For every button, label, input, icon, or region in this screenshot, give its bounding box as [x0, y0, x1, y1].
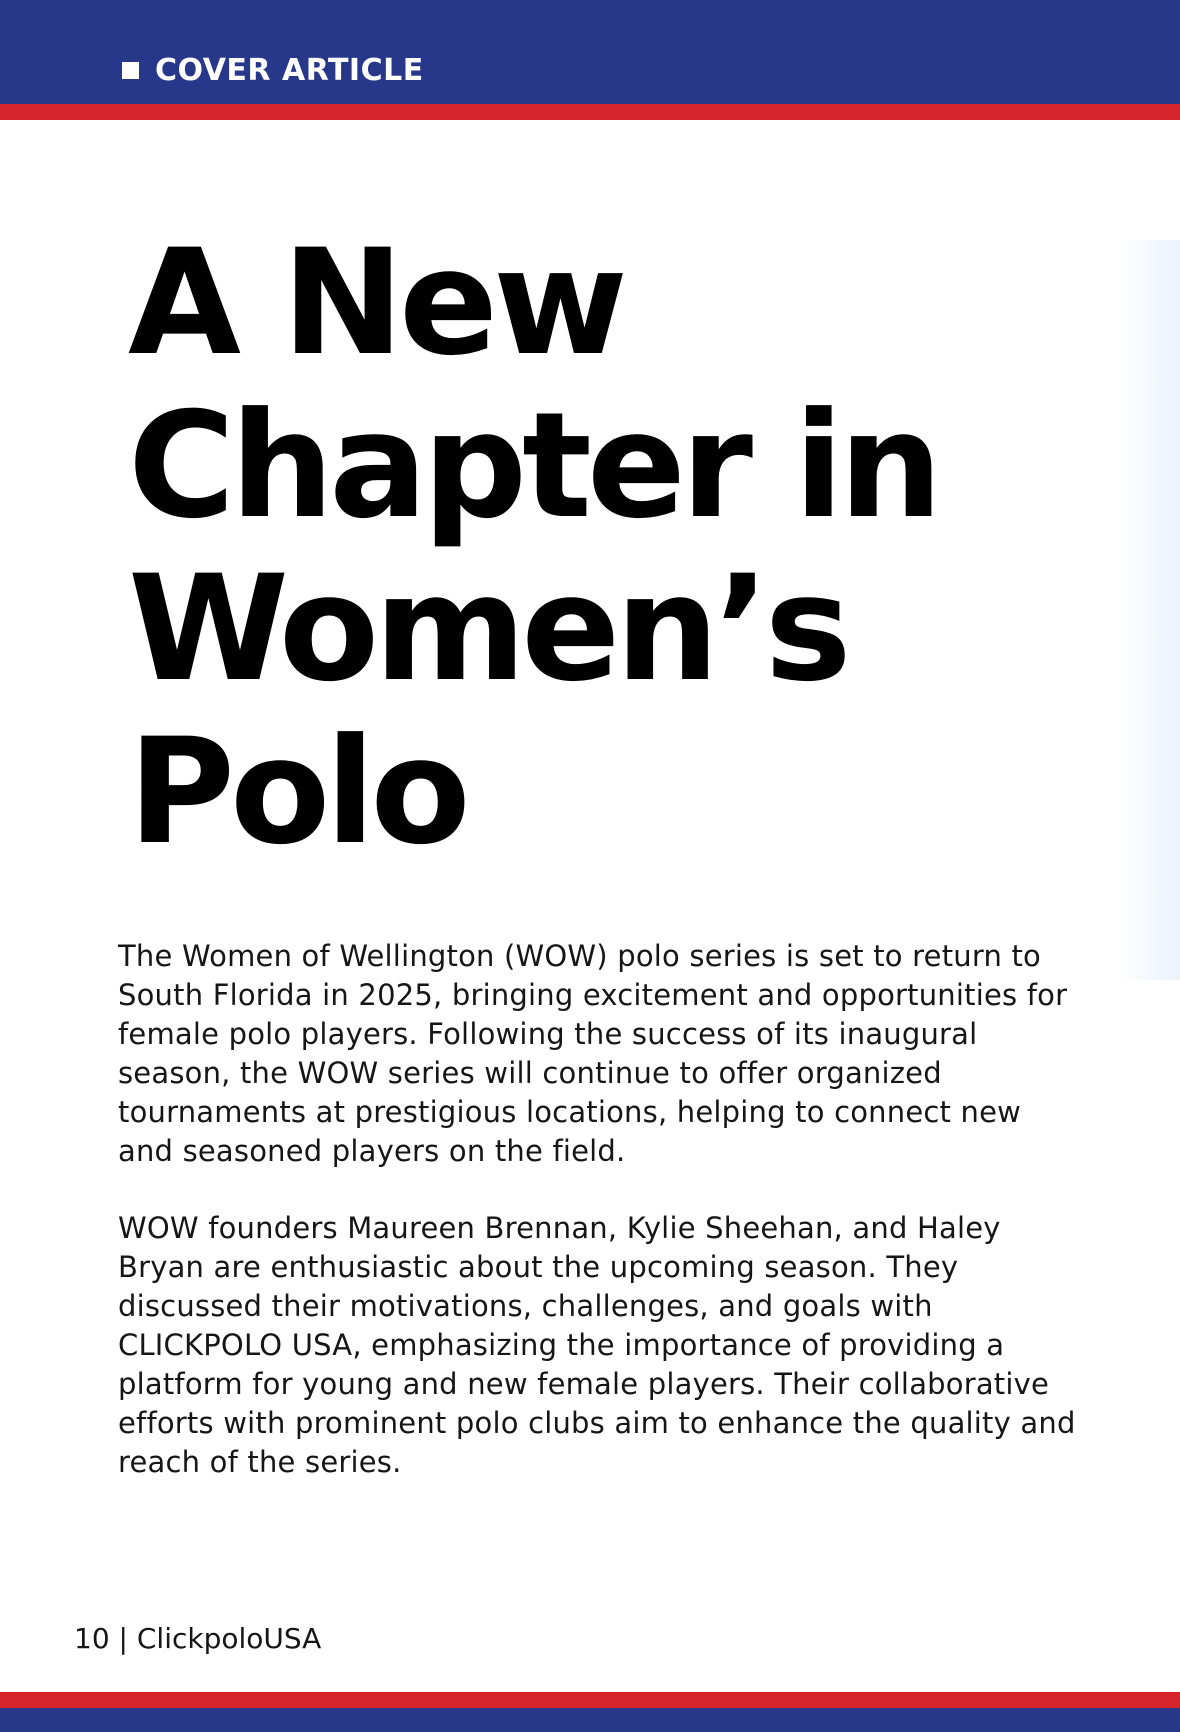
header-red-stripe: [0, 104, 1180, 120]
square-bullet-icon: [122, 62, 139, 79]
section-label: [122, 48, 424, 92]
title-line: Women’s: [128, 544, 847, 714]
article-title: [128, 218, 938, 877]
article-paragraph: WOW founders Maureen Brennan, Kylie Sheehan, and Haley Bryan are enthusiastic about the upcoming season. They discussed their motivations, challenges, and goals with CLICKPOLO USA, emphasizing the importance of providing a platform for young and new female players. Their collaborative efforts with prominent polo clubs aim to enhance the quality and reach of the series.: [118, 1211, 1076, 1479]
article-body: [118, 937, 1078, 1520]
page-footer: 10 | ClickpoloUSA: [74, 1622, 322, 1655]
page-edge-shading: [1120, 240, 1180, 980]
title-line: Chapter in: [128, 381, 938, 551]
footer-band: [0, 1708, 1180, 1732]
article-paragraph: The Women of Wellington (WOW) polo series is set to return to South Florida in 2025, bringing excitement and opportunities for female polo players. Following the success of its inaugural season, the WOW series will continue to offer organized tournaments at prestigious locations, helping to connect new and seasoned players on the field.: [118, 939, 1068, 1168]
title-line: Polo: [128, 707, 466, 877]
title-line: A New: [128, 218, 623, 388]
section-label-text: COVER ARTICLE: [155, 52, 424, 88]
footer-red-stripe: [0, 1692, 1180, 1708]
